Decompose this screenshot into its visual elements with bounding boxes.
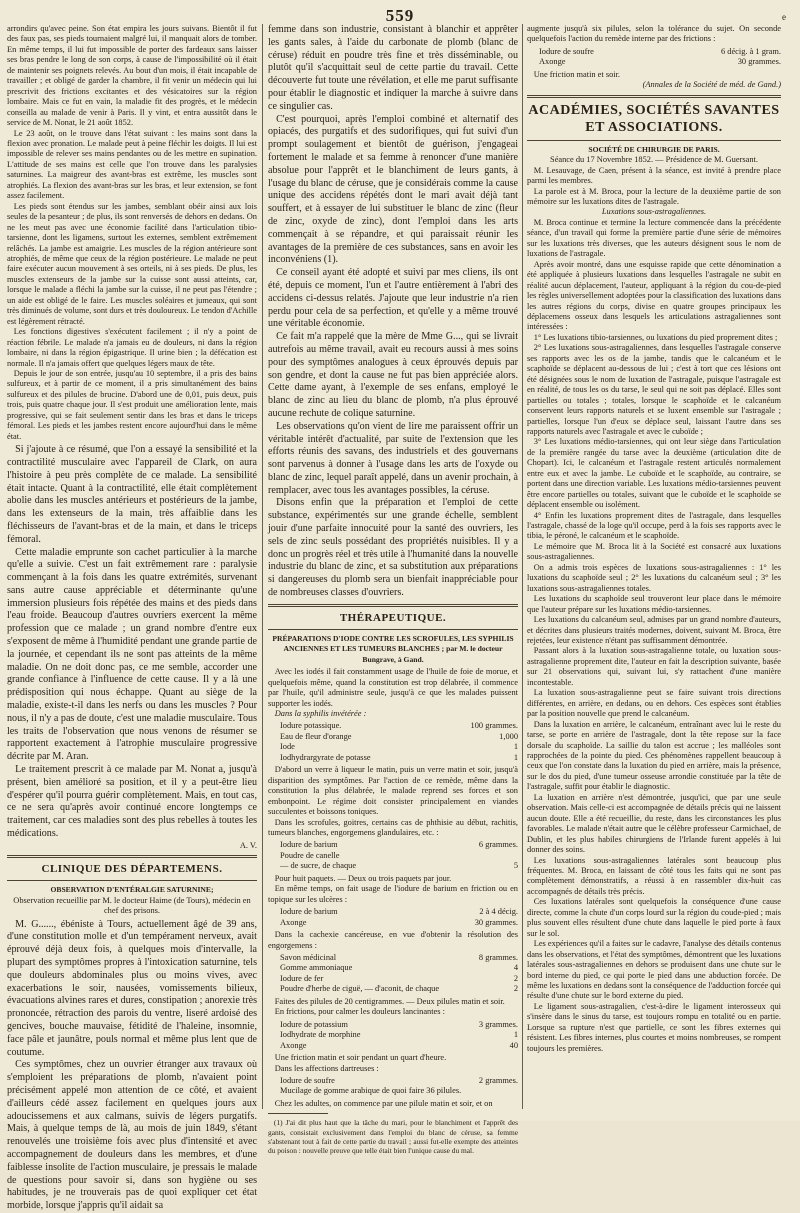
column-1 [7,24,258,1212]
formula-line [280,1086,518,1096]
quantity: 2 [513,984,518,994]
paragraph: C'est pourquoi, après l'emploi combiné et alternatif des opiacés, des purgatifs et des sudorifiques, qui fut suivi d'un prompt soulagement et bientôt de guérison, j'engageai fortement le malade et sa femme à renoncer d'une manière absolue pour l'apprêt et le blanchiment de leurs gants, à l'usage du blanc de céruse, que je considérais comme la cause unique des accidens répétés dont le mari avait déjà tant souffert, et à essayer de lui substituer le blanc de zinc (fleur de zinc, oxyde de zinc), dont l'emploi dans les arts commençait à se répandre, et qui paraissait réunir les avantages de la première de ces substances, sans en avoir les inconvéniens (1). [268,113,518,266]
formula-line [280,840,518,850]
article-title: OBSERVATION D'ENTÉRALGIE SATURNINE; [50,885,214,895]
paragraph: augmente jusqu'à six pilules, selon la tolérance du sujet. On seconde quelquefois l'action du remède interne par des frictions : [527,24,781,44]
formula [539,47,781,68]
paragraph: 4° Enfin les luxations proprement dites de l'astragale, dans lesquelles l'astragale, chassé de la loge qu'il occupe, perd à la fois ses rapports avec le tibia, le péroné, le calcanéum et le scaphoïde. [527,510,781,541]
section-heading: ACADÉMIES, SOCIÉTÉS SAVANTES ET ASSOCIATIONS. [528,102,780,135]
column-rule-left [262,24,263,1109]
paragraph: Pour huit paquets. — Deux ou trois paquets par jour. [274,873,452,883]
formula-line [280,753,518,763]
paragraph: Les luxations sous-astragaliennes latérales sont beaucoup plus fréquentes. M. Broca, en laissant de côté tous les faits qui ne sont pas complètement démonstratifs, a réussi à en rassembler dix-huit cas accompagnés de détails très précis. [527,855,781,896]
paragraph: 1° Les luxations tibio-tarsiennes, ou luxations du pied proprement dites ; [533,332,778,342]
paragraph: Les luxations du calcanéum seul, admises par un grand nombre d'auteurs, et décrites dans plusieurs traités modernes, doivent, suivant M. Broca, être rejetées, leur existence n'étant pas suffisamment démontrée. [527,615,781,646]
paragraph: arrondirs qu'avec peine. Son état empira les jours suivans. Bientôt il fut des faux pas, ses pieds tournaient malgré lui, il manquait alors de tomber. En même temps, il lui fut impossible de porter des fardeaux sans laisser ses bras pendre le long de son corps, à cause de l'impossibilité où il était de maintenir ses poignets relevés. Au bout d'un mois, il était incapable de travailler ; et obligé de garder la chambre, il fit venir un médecin qui lui prescrivit des frictions excitantes et des vésicatoires sur la région lombaire. Mais ce fut en vain, la maladie fit des progrès, et le médecin conseilla au malade de venir à Paris. Il y vint, et entra aussitôt dans le service de M. Nonat, le 21 août 1852. [7,24,257,128]
formula [280,721,518,763]
ingredient: Iodure de barium [280,907,338,917]
paragraph: Le traitement prescrit à ce malade par M. Nonat a, jusqu'à présent, bien amélioré sa position, et il y a peut-être lieu d'espérer qu'il pourra guérir complètement. Mais, en tout cas, ce ne sera qu'après avoir continué encore longtemps ce traitement, car ces maladies sont des plus rebelles à toutes les médications. [7,764,257,840]
paragraph: Ce conseil ayant été adopté et suivi par mes cliens, ils ont été, depuis ce moment, l'un et l'autre entièrement à l'abri des accidens ci-dessus relatés. J'ajoute que leur industrie n'a rien perdu pour cela de sa perfection, et qu'elle y a même trouvé une véritable économie. [268,267,518,330]
ingredient: Gomme ammoniaque [280,963,353,973]
session-line: Séance du 17 Novembre 1852. — Présidence de M. Guersant. [550,155,758,165]
byline: Observation recueillie par M. le docteur Haime (de Tours), médecin en chef des prisons. [13,895,251,916]
paragraph: Passant alors à la luxation sous-astragalienne totale, ou luxation sous-astragalienne proprement dite, l'auteur en fait la description suivante, basée sur 21 observations qui, suivant lui, s'y rattachent d'une manière incontestable. [527,646,781,687]
quantity: 6 grammes. [478,840,518,850]
society-name: SOCIÉTÉ DE CHIRURGIE DE PARIS. [588,144,720,154]
formula-line [280,963,518,973]
paragraph: Après avoir montré, dans une esquisse rapide que cette dénomination a été appliquée à plusieurs luxations dans lesquelles l'astragale ne subit en réalité aucun déplacement, l'auteur, appliquant à la région du cou-de-pied les règles universellement adoptées pour la classification des luxations dans les autres régions du corps, divise en quatre groupes principaux les déplacemens osseux dans lesquels les articulations astragaliennes sont intéressées : [527,259,781,332]
ingredient: — de sucre, de chaque [280,861,357,871]
paragraph: Dans la luxation en arrière, le calcanéum, entraînant avec lui le reste du tarse, se porte en arrière de l'astragale, dont la tête repose sur la face dorsale du scaphoïde. La saillie du talon est accrue ; les malléoles sont rapprochées de la pointe du pied. Ces phénomènes rappellent beaucoup à ceux que l'on constate dans la luxation du pied en arrière, mais la présence, sur le dos du pied, d'une tumeur osseuse arrondie constituée par la tête de l'astragale, suffit pour établir le diagnostic. [527,719,781,792]
formula-line [280,907,518,917]
paragraph: Le ligament sous-astragalien, c'est-à-dire le ligament interosseux qui s'insère dans le sinus du tarse, est toujours rompu en totalité ou en partie. Lorsque sa rupture n'est que partielle, ce sont les fibres externes qui résistent. Les fibres internes, plus courtes et moins nombreuses, se rompent toujours les premières. [527,1001,781,1053]
paragraph: La parole est à M. Broca, pour la lecture de la deuxième partie de son mémoire sur les luxations dites de l'astragale. [527,186,781,206]
signature: A. V. [239,840,257,850]
quantity: 2 grammes. [478,1075,518,1085]
quantity: 6 décig. à 1 gram. [721,46,781,56]
formula [280,953,518,995]
column-3 [527,24,781,1114]
ingredient: Iodure potassique. [280,721,342,731]
paragraph: Dans les scrofules, goitres, certains cas de phthisie au début, rachitis, tumeurs blanches, engorgemens glandulaires, etc. : [268,817,518,838]
paragraph: Ces symptômes, chez un ouvrier étranger aux travaux où s'emploient les préparations de plomb, n'avaient point précisément appelé mon attention de ce côté, et avaient d'ailleurs cédé assez facilement en quelques jours aux adoucissemens et aux calmans, suivis de légers purgatifs. Mais, à quelque temps de là, au mois de juin 1849, s'étant renouvelés une troisième fois avec plus d'intensité et avec accompagnement de douleurs dans les membres, et d'une faiblesse insolite de l'action musculaire, je pressais le malade de questions pour savoir si, dans son hygiène ou ses habitudes, je ne trouverais pas de quoi expliquer cet état morbide, lorsque j'appris qu'il aidait sa [7,1059,257,1212]
paragraph: Une friction matin et soir pendant un quart d'heure. [274,1053,447,1063]
quantity: 1 [513,1030,518,1040]
paragraph: Les expériences qu'il a faites sur le cadavre, l'analyse des détails contenus dans les observations, et l'état des symptômes, démontrent que les luxations latérales sous-astragaliennes en dehors se produisent dans une chute sur le bord interne du pied, ce qui porte le pied dans une abduction forcée. De même les luxations en dedans sont la conséquence de l'adduction forcée qui résulte d'une chute sur le bord externe du pied. [527,939,781,1001]
topic-heading: Luxations sous-astragaliennes. [601,207,707,217]
paragraph: Les pieds sont étendus sur les jambes, semblant obéir ainsi aux lois seules de la pesanteur ; de plus, ils sont renversés de dehors en dedans. On ne les meut pas avec une économie facilité dans l'articulation tibio-tarsienne, dont les ligamens, surtout les externes, semblent extrêmement relâchés. La jambe est amaigrie. Les muscles de la région antérieure sont atrophiés, de même que ceux de la région postérieure. Le malade ne peut faire exécuter aucun mouvement à ses orteils, ni à ses pieds. De plus, les muscles extenseurs de la jambe sur la cuisse sont aussi atteints, car, lorsque le malade a fléchi la jambe sur la cuisse, il ne peut pas l'étendre ; un aide est obligé de le faire. Les muscles soléaires et jumeaux, qui sont très diminués de volume, sont durs et très douloureux. Le tendon d'Achille est légèrement rétracté. [7,201,257,326]
ingredient: Poudre d'herbe de ciguë, — d'aconit, de chaque [280,984,440,994]
paragraph: Les fonctions digestives s'exécutent facilement ; il n'y a point de réaction fébrile. Le malade n'a jamais eu de douleurs, ni dans la région lombaire, ni dans la région épigastrique. Il urine bien ; la défécation est normale. Il n'a jamais offert que quelques légers maux de tête. [7,327,257,368]
quantity: 8 grammes. [478,953,518,962]
paragraph: M. G......, ébéniste à Tours, actuellement âgé de 39 ans, d'une constitution molle et d'un tempérament nerveux, avait éprouvé déjà deux fois, à quelques mois d'intervalle, la plupart des symptômes propres à l'intoxication saturnine, tels que douleurs abdominales plus ou moins vives, avec exacerbations le soir, nausées, vomissements bilieux, évacuations alvines rares et dures, constipation ; anorexie très prononcée, rétraction des parois du ventre, liseré ardoisé des gencives, bouche mauvaise, fétidité de l'haleine, insomnie, face pâle et jaunâtre, pouls normal et même plus lent que de coutume. [7,918,257,1058]
formula-line [280,861,518,871]
paragraph: 3° Les luxations médio-tarsiennes, qui ont leur siège dans l'articulation de la première rangée du tarse avec la deuxième (articulation dite de Chopart). Ici, le calcanéum et l'astragale restent articulés normalement entre eux et avec la jambe. Le cuboïde et le scaphoïde, au contraire, se portent dans une direction variable. Les luxations médio-tarsiennes peuvent être encore partielles ou totales, suivant que le cuboïde et le scaphoïde se déplacent ensemble ou isolément. [527,437,781,510]
paragraph: Dans les affections dartreuses : [274,1063,379,1073]
ingredient: Mucilage de gomme arabique de quoi faire 36 pilules. [280,1086,462,1096]
column-rule-right [522,24,523,1109]
formula-line [280,1041,518,1051]
formula-line [280,974,518,984]
article-title: PRÉPARATIONS D'IODE CONTRE LES SCROFULES, LES SYPHILIS ANCIENNES ET LES TUMEURS BLANCHES ; par M. le docteur Bungrave, à Gand. [272,633,514,664]
paragraph: Dans la syphilis invétérée : [274,709,367,719]
formula-line [280,1030,518,1040]
paragraph: En frictions, pour calmer les douleurs lancinantes : [274,1007,445,1017]
formula [280,907,518,928]
rule [7,880,257,881]
paragraph: Ces luxations latérales sont quelquefois la conséquence d'une cause directe, comme la chute d'un corps lourd sur la région du coude-pied ; mais plus souvent elles résultent d'une chute dans laquelle le pied porte à faux sur le sol. [527,897,781,938]
paragraph: En même temps, on fait usage de l'iodure de barium en friction ou en topique sur les ulcères : [268,884,518,904]
ingredient: Axonge [280,1040,307,1050]
quantity: 30 grammes. [474,917,518,927]
column-2 [268,24,518,1156]
ingredient: Poudre de canelle [280,850,340,860]
page-number: 559 [385,6,415,25]
paragraph: M. Lesauvage, de Caen, présent à la séance, est invité à prendre place parmi les membres. [527,165,781,186]
quantity [514,851,518,861]
paragraph: M. Broca continue et termine la lecture commencée dans la précédente séance, d'un travail qui forme la première partie d'une série de mémoires sur les luxations très diverses, que les auteurs désignent sous le nom de luxations de l'astragale. [527,217,781,259]
formula-line [280,1076,518,1086]
formula-line [280,851,518,861]
quantity [514,1086,518,1096]
quantity: 100 grammes. [470,721,518,731]
section-heading: THÉRAPEUTIQUE. [339,611,447,624]
source-citation: (Annales de la Société de méd. de Gand.) [642,80,781,90]
paragraph: Le 23 août, on le trouve dans l'état suivant : les mains sont dans la flexion avec pronation. Le malade peut à peine fléchir les doigts. Il lui est impossible de relever ses mains pendantes ou de les mettre en supination. L'attitude de ses mains est celle que l'on trouve dans les paralysies saturnines. La maigreur des avant-bras est extrême, les muscles sont atrophiés. La flexion des avant-bras sur les bras, et leur extension, se font assez facilement. [7,128,257,201]
paragraph: Une friction matin et soir. [533,69,621,79]
ingredient: Iodure de fer [280,973,324,983]
double-rule [7,855,257,858]
quantity: 1 [513,752,518,762]
quantity: 5 [513,861,518,871]
paragraph: Les observations qu'on vient de lire me paraissent offrir un véritable intérêt d'actualité, par suite de l'extension que les efforts réunis des savans, des industriels et des gouvernans sont parvenus à donner à l'usage dans les arts de l'oxyde ou blanc de zinc, lequel paraît appelé, dans un avenir prochain, à remplacer, avec tous les avantages possibles, la céruse. [268,420,518,496]
paragraph: Ce fait m'a rappelé que la mère de Mme G..., qui se livrait autrefois au même travail, avait eu recours aussi à mes soins pour des symptômes analogues à ceux éprouvés depuis par son gendre, et dont la cause ne fut pas bien appréciée alors. Cette dame ayant, à l'exemple de ses enfans, employé le blanc de zinc au lieu du blanc de plomb, n'a plus éprouvé aucune rechute de colique saturnine. [268,331,518,419]
quantity: 1 [513,742,518,752]
formula-line [539,47,781,57]
paragraph: Depuis le jour de son entrée, jusqu'au 10 septembre, il a pris des bains sulfureux, et à partir de ce moment, il a pris simultanément des bains sulfureux et des pilules de brucine. D'abord une de 0,01, puis deux, puis trois, puis quatre chaque jour. Il s'est produit une amélioration lente, mais progressive, qui se fait seulement sentir dans les bras et dans le triceps fémoral. Les pieds et les jambes restent encore aujourd'hui dans le même état. [7,368,257,441]
ingredient: Iode [280,742,295,752]
formula-line [280,984,518,994]
formula-line [280,721,518,731]
section-heading: CLINIQUE DES DÉPARTEMENS. [41,863,223,876]
formula [280,1020,518,1051]
paragraph: Les luxations du scaphoïde seul trouveront leur place dans le mémoire que l'auteur prépare sur les luxations médio-tarsiennes. [527,594,781,614]
paragraph: Si j'ajoute à ce résumé, que l'on a essayé la sensibilité et la contractilité musculaire avec l'appareil de Clark, on aura l'histoire à peu près complète de ce malade. La sensibilité était intacte. Quant à la contractilité, elle était complètement abolie dans les muscles antérieurs et postérieurs de la jambe, dans les extenseurs de la main, très affaiblie dans les fléchisseurs de l'avant-bras et de la main, et dans le triceps fémoral. [7,444,257,545]
paragraph: femme dans son industrie, consistant à blanchir et apprêter les gants sales, à l'aide du carbonate de plomb (blanc de céruse) réduit en poudre très fine et très disséminable, ou plutôt qu'il s'acquittait seul de cette partie du travail. Cette découverte fut toute une révélation, et elle me parut suffisante pour établir le diagnostic et indiquer la marche à suivre dans ce singulier cas. [268,24,518,112]
formula [280,840,518,871]
formula-line [280,732,518,742]
ingredient: Axonge [280,917,307,927]
formula-line [280,1020,518,1030]
ingredient: Iodure de barium [280,840,338,850]
ingredient: Iodure de soufre [539,46,594,56]
quantity: 3 grammes. [478,1019,518,1029]
ingredient: Iodhydrate de morphine [280,1030,361,1040]
rule [527,140,781,141]
ingredient: Iodure de potassium [280,1019,348,1029]
formula-line [539,57,781,67]
footnote-rule [268,1113,328,1114]
paragraph: Faites des pilules de 20 centigrammes. — Deux pilules matin et soir. [274,996,505,1006]
paragraph: Disons enfin que la préparation et l'emploi de cette substance, expérimentés sur une grande échelle, semblent jouir d'une parfaite innocuité pour la santé des ouvriers, les sels de zinc seuls possédant des propriétés nuisibles. Il y a donc un progrès réel et très utile à l'humanité dans la nouvelle industrie du blanc de zinc, et sa substitution aux préparations si dangereuses du plomb sera un bienfait inappréciable pour de nombreuses classes d'ouvriers. [268,497,518,599]
rule [268,629,518,630]
formula-line [280,953,518,963]
footnote: (1) J'ai dit plus haut que la tâche du mari, pour le blanchiment et l'apprêt des gants, consistait exclusivement dans l'emploi du blanc de céruse, sa femme s'abstenant tout à fait de cette partie du travail ; aussi fut-elle exempte des atteintes du poison : nouvelle preuve que telle était bien l'unique cause du mal. [268,1118,518,1156]
paragraph: La luxation sous-astragalienne peut se faire suivant trois directions différentes, en arrière, en dedans, ou en dehors. Ces espèces sont établies par la position nouvelle que prend le calcanéum. [527,688,781,719]
quantity: 1,000 [499,731,518,741]
paragraph: La luxation en arrière n'est démontrée, jusqu'ici, que par une seule observation. Mais celle-ci est accompagnée de détails précis qui ne laissent aucun doute. Elle a été recueillie, du reste, dans les circonstances les plus favorables. Le malade n'était autre que le célèbre professeur Carmichael, de Dublin, et les plus habiles chirurgiens de l'Irlande furent appelés à lui donner des soins. [527,792,781,855]
ingredient: Eau de fleur d'orange [280,731,352,741]
formula-line [280,742,518,752]
ingredient: Savon médicinal [280,953,337,962]
quantity: 4 [513,963,518,973]
quantity: 40 [509,1040,518,1050]
corner-mark: e [782,12,786,22]
paragraph: Dans la cachexie cancéreuse, en vue d'obtenir la résolution des engorgemens : [268,930,518,950]
ingredient: Axonge [539,57,566,67]
paragraph: Chez les adultes, on commence par une pilule matin et soir, et on [274,1098,493,1108]
paragraph: Le mémoire que M. Broca lit à la Société est consacré aux luxations sous-astragaliennes. [527,541,781,562]
double-rule [268,604,518,607]
paragraph: Cette maladie emprunte son cachet particulier à la marche qu'elle a suivie. C'est un fait extrêmement rare : paralysie commençant à la fois dans les quatre extrémités, survenant sans autre cause appréciable et déterminante qu'une immersion plusieurs fois répétée des mains et des pieds dans l'eau froide. Beaucoup d'autres ouvriers exercent la même profession que ce malade ; un grand nombre d'entre eux s'exposent de même à l'humidité pendant une grande partie de la journée, et cependant ils ne sont pas atteints de la même maladie. On ne doit donc pas, ce me semble, accorder une grande confiance à l'influence de cette cause. Il y a là une prédisposition qui nous échappe. Quant au siège de la maladie, existe-t-il dans les nerfs ou dans les muscles ? Pour nous, il n'y a pas de doute, c'est une maladie musculaire. Tous les traits de l'observation que nous venons de résumer se rapportent exactement à l'atrophie musculaire progressive décrite par M. Aran. [7,546,258,763]
paragraph: D'abord un verre à liqueur le matin, puis un verre matin et soir, jusqu'à disparition des symptômes. Par l'action de ce remède, même dans la constitution la plus délabrée, le malade reprend ses forces et son embonpoint. Le régime doit consister principalement en viandes succulentes et boissons toniques. [268,765,518,817]
formula [280,1076,518,1097]
formula-line [280,918,518,928]
paragraph: 2° Les luxations sous-astragaliennes, dans lesquelles l'astragale conserve ses rapports avec les os de la jambe, tandis que le calcanéum et le scaphoïde se déplacent au-dessous de lui ; c'est à tort que ces lésions ont été désignées sous le nom de luxation de l'astragale, puisque l'astragale est en réalité, de tous les os du tarse, le seul qui ne soit pas déplacé. Elles sont partielles ou totales ; totales, lorsque le scaphoïde et le calcanéum conservent leurs rapports naturels et se luxent ensemble sur l'astragale ; partielles, lorsque l'un d'eux se déplace seul, laissant l'autre dans ses rapports naturels avec l'astragale et avec le cuboïde ; [527,343,781,436]
quantity: 2 à 4 décig. [479,907,518,917]
quantity: 2 [513,973,518,983]
paragraph: Avec les iodés il fait constamment usage de l'huile de foie de morue, et quelquefois même, quand la constitution est trop délabrée, il commence par l'huile, qu'il administre seule, jusqu'à ce que les malades puissent supporter les iodés. [268,667,518,708]
ingredient: Iodure de soufre [280,1075,335,1085]
ingredient: Iodhydrargyrate de potasse [280,752,371,762]
quantity: 30 grammes. [737,57,781,67]
paragraph: On a admis trois espèces de luxations sous-astragaliennes : 1° les luxations du scaphoïde seul ; 2° les luxations du calcanéum seul ; 3° les luxations sous-astragaliennes totales. [527,562,781,593]
double-rule [527,95,781,98]
